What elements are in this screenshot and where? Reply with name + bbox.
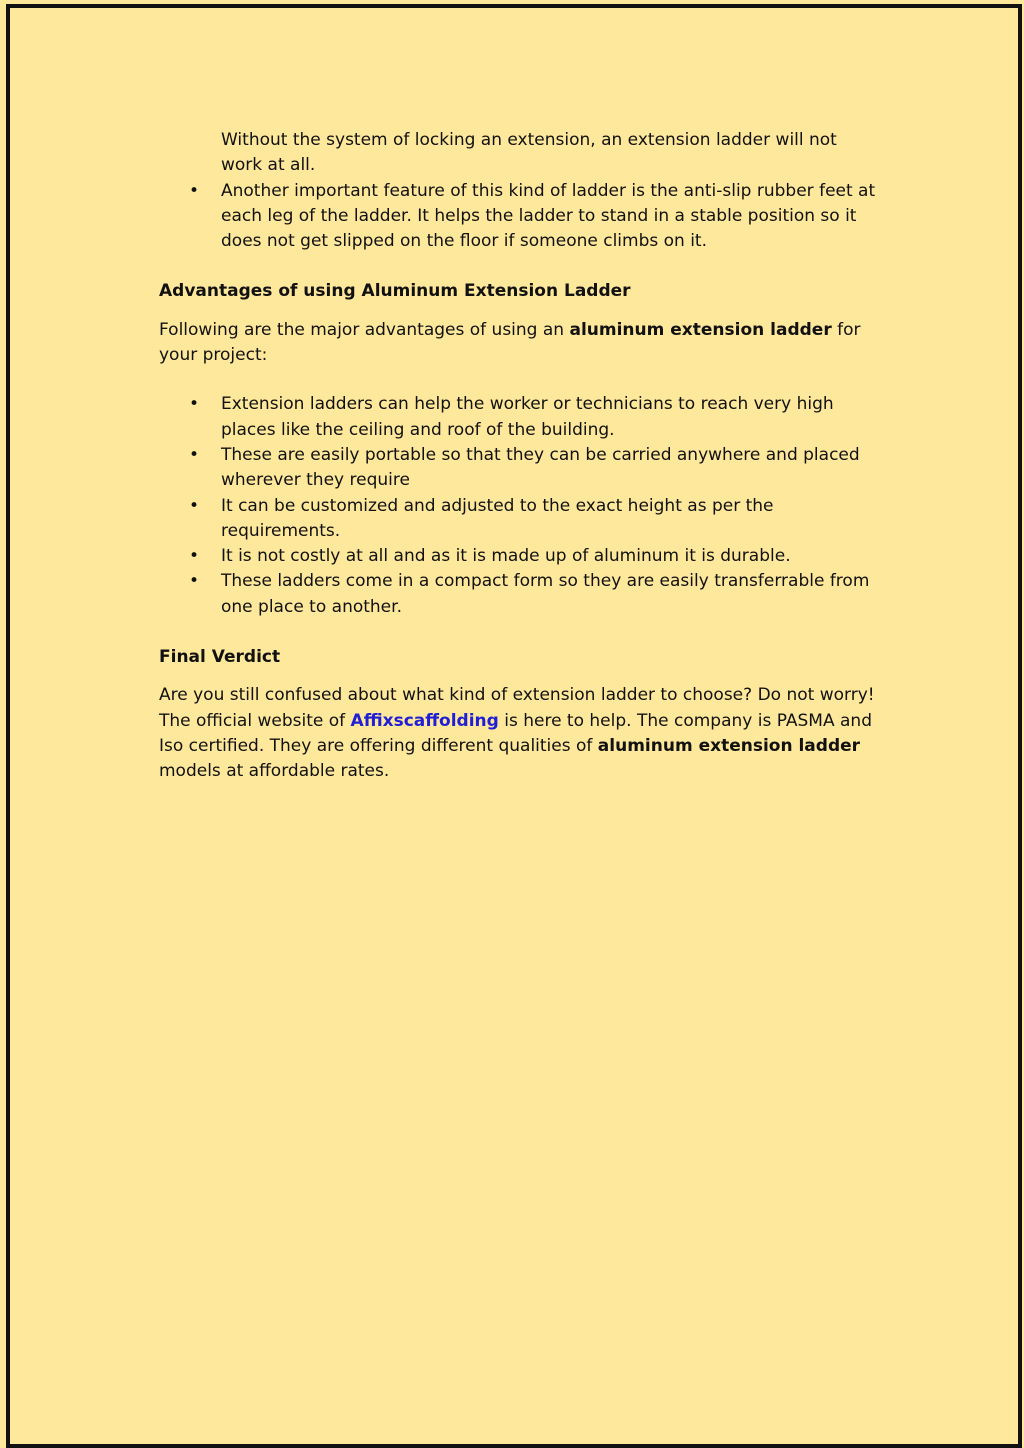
list-item-text: These are easily portable so that they can be carried anywhere and placed wherever they require [221, 444, 860, 491]
verdict-bold: aluminum extension ladder [597, 735, 861, 756]
bullet-icon: • [189, 444, 200, 465]
list-item-continuation [159, 128, 879, 179]
list-item [159, 443, 879, 494]
page-frame [6, 4, 1022, 1448]
verdict-text-middle: is here to help. The company is PASMA and Iso certified. They are offering different qualities of [159, 710, 872, 756]
bullet-icon: • [189, 571, 200, 592]
list-item-text: Without the system of locking an extension, an extension ladder will not work at all. [221, 130, 837, 176]
bullet-icon: • [189, 180, 200, 201]
list-item [159, 392, 879, 443]
advantages-heading: Advantages of using Aluminum Extension Ladder [159, 281, 631, 302]
list-item-text: These ladders come in a compact form so they are easily transferrable from one place to another. [221, 571, 870, 617]
affixscaffolding-link[interactable]: Affixscaffolding [350, 710, 499, 731]
list-item [159, 544, 879, 569]
advantages-intro-text: Following are the major advantages of using an [159, 319, 570, 340]
advantages-intro [159, 318, 879, 369]
verdict-paragraph [159, 683, 879, 784]
document-content [159, 128, 879, 785]
list-item [159, 179, 879, 255]
bullet-icon: • [189, 394, 200, 415]
verdict-heading: Final Verdict [159, 647, 281, 668]
list-item-text: Extension ladders can help the worker or technicians to reach very high places like the ceiling and roof of the building. [221, 394, 834, 440]
list-item-text: It is not costly at all and as it is made up of aluminum it is durable. [221, 546, 791, 567]
bullet-icon: • [189, 546, 200, 567]
intro-list [159, 128, 879, 254]
list-item-text: Another important feature of this kind of ladder is the anti-slip rubber feet at each leg of the ladder. It helps the ladder to stand in a stable position so it does not get slipped on the floor if someone climbs on it. [221, 180, 876, 252]
list-item-text: It can be customized and adjusted to the exact height as per the requirements. [221, 495, 774, 541]
advantages-intro-bold: aluminum extension ladder [569, 319, 832, 340]
bullet-icon: • [189, 495, 200, 516]
verdict-text-end: models at affordable rates. [159, 761, 390, 782]
advantages-intro-text-end: for your project: [159, 319, 861, 366]
list-item [159, 569, 879, 620]
verdict-text: Are you still confused about what kind of extension ladder to choose? Do not worry! The official website of [159, 685, 875, 731]
advantages-list [159, 392, 879, 620]
list-item [159, 494, 879, 545]
